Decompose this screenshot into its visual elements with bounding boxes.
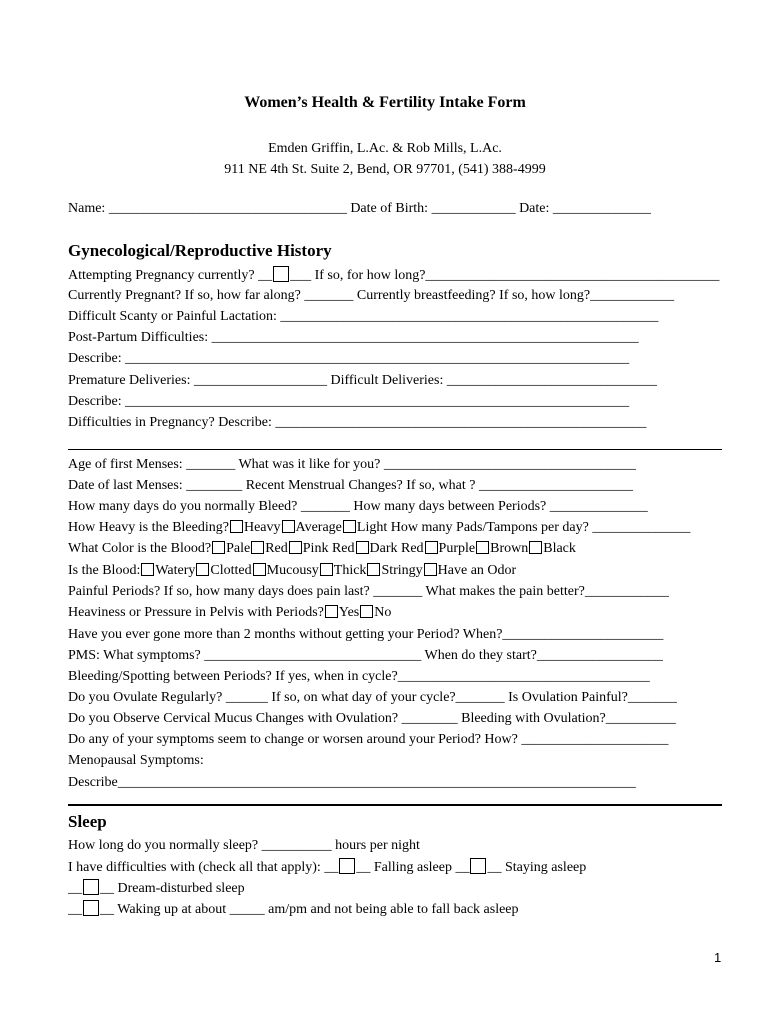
dream-disturbed-checkbox[interactable] [83,879,99,895]
gyn-section-heading: Gynecological/Reproductive History [68,242,332,260]
heavy-checkbox[interactable] [230,520,243,533]
black-option: Black [543,541,576,556]
menopausal-label: Menopausal Symptoms: [68,753,204,768]
waking-up-line[interactable] [68,900,728,919]
symptoms-worsen-line[interactable]: Do any of your symptoms seem to change or worsen around your Period? How? _____________________ [68,732,669,747]
dream-disturbed-line[interactable] [68,879,728,898]
sleep-hours-line[interactable]: How long do you normally sleep? __________ hours per night [68,838,420,853]
odor-option: Have an Odor [437,563,517,578]
attempting-suffix: ___ If so, for how long?__________________________________________ [290,268,720,283]
pregnancy-difficulties-line[interactable]: Difficulties in Pregnancy? Describe: _____________________________________________________ [68,415,647,430]
pale-option: Pale [226,541,251,556]
waking-prefix: __ [68,902,82,917]
purple-option: Purple [438,541,476,556]
ovulation-line[interactable]: Do you Ovulate Regularly? ______ If so, on what day of your cycle?_______ Is Ovulation Painful?_______ [68,690,677,705]
thick-checkbox[interactable] [320,563,333,576]
deliveries-line[interactable]: Premature Deliveries: ___________________ Difficult Deliveries: ______________________________ [68,373,657,388]
describe-line-2[interactable]: Describe: ________________________________________________________________________ [68,394,630,409]
watery-option: Watery [155,563,196,578]
waking-up-checkbox[interactable] [83,900,99,916]
cervical-mucus-line[interactable]: Do you Observe Cervical Mucus Changes with Ovulation? ________ Bleeding with Ovulation?__________ [68,711,676,726]
no-option: No [374,605,392,620]
pale-checkbox[interactable] [212,541,225,554]
practitioners: Emden Griffin, L.Ac. & Rob Mills, L.Ac. [268,141,502,156]
blood-texture-line[interactable] [68,562,728,580]
spotting-line[interactable]: Bleeding/Spotting between Periods? If yes, when in cycle?____________________________________ [68,669,650,684]
answer-rule[interactable] [68,449,722,450]
average-option: Average [295,520,342,535]
age-first-menses-line[interactable]: Age of first Menses: _______ What was it like for you? ____________________________________ [68,457,636,472]
form-title: Women’s Health & Fertility Intake Form [244,94,526,111]
page-number: 1 [714,950,722,965]
blood-color-label: What Color is the Blood? [68,541,212,556]
currently-pregnant-line[interactable]: Currently Pregnant? If so, how far along? _______ Currently breastfeeding? If so, how long?____________ [68,288,675,303]
dream-prefix: __ [68,881,82,896]
clinic-address: 911 NE 4th St. Suite 2, Bend, OR 97701, (541) 388-4999 [224,162,546,177]
two-months-line[interactable]: Have you ever gone more than 2 months without getting your Period? When?_______________________ [68,627,664,642]
name-dob-date-line[interactable]: Name: __________________________________ Date of Birth: ____________ Date: ______________ [68,201,651,216]
no-checkbox[interactable] [360,605,373,618]
thick-option: Thick [333,563,367,578]
heavy-option: Heavy [243,520,281,535]
painful-periods-line[interactable]: Painful Periods? If so, how many days does pain last? _______ What makes the pain better?____________ [68,584,669,599]
stringy-option: Stringy [381,563,423,578]
blood-color-line[interactable] [68,540,728,558]
bleeding-heaviness-line[interactable] [68,519,728,537]
yes-checkbox[interactable] [325,605,338,618]
brown-option: Brown [490,541,529,556]
postpartum-line[interactable]: Post-Partum Difficulties: _____________________________________________________________ [68,330,639,345]
blood-texture-label: Is the Blood: [68,563,141,578]
pelvis-pressure-line[interactable] [68,604,728,622]
waking-up-option: __ Waking up at about _____ am/pm and not being able to fall back asleep [100,902,519,917]
bleed-days-line[interactable]: How many days do you normally Bleed? _______ How many days between Periods? ______________ [68,499,648,514]
dream-disturbed-option: __ Dream-disturbed sleep [100,881,245,896]
black-checkbox[interactable] [529,541,542,554]
heaviness-label: How Heavy is the Bleeding? [68,520,229,535]
attempting-pregnancy-line[interactable] [68,266,728,285]
watery-checkbox[interactable] [141,563,154,576]
menopausal-describe-line[interactable]: Describe__________________________________________________________________________ [68,775,636,790]
mucousy-checkbox[interactable] [253,563,266,576]
pink-red-option: Pink Red [302,541,355,556]
section-divider [68,804,722,806]
pink-red-checkbox[interactable] [289,541,302,554]
yes-option: Yes [338,605,360,620]
dark-red-checkbox[interactable] [356,541,369,554]
attempting-checkbox[interactable] [273,266,289,282]
falling-asleep-checkbox[interactable] [339,858,355,874]
average-checkbox[interactable] [282,520,295,533]
pads-per-day: How many Pads/Tampons per day? ______________ [387,520,691,535]
staying-asleep-checkbox[interactable] [470,858,486,874]
pelvis-label: Heaviness or Pressure in Pelvis with Periods? [68,605,324,620]
purple-checkbox[interactable] [425,541,438,554]
brown-checkbox[interactable] [476,541,489,554]
mucousy-option: Mucousy [266,563,319,578]
red-checkbox[interactable] [251,541,264,554]
red-option: Red [265,541,288,556]
stringy-checkbox[interactable] [367,563,380,576]
date-last-menses-line[interactable]: Date of last Menses: ________ Recent Menstrual Changes? If so, what ? ______________________ [68,478,633,493]
pms-line[interactable]: PMS: What symptoms? _______________________________ When do they start?__________________ [68,648,663,663]
lactation-line[interactable]: Difficult Scanty or Painful Lactation: ______________________________________________________ [68,309,659,324]
falling-asleep-option: __ Falling asleep __ [356,860,470,875]
sleep-difficulties-label: I have difficulties with (check all that apply): __ [68,860,339,875]
describe-line-1[interactable]: Describe: ________________________________________________________________________ [68,351,630,366]
light-option: Light [356,520,388,535]
light-checkbox[interactable] [343,520,356,533]
clotted-checkbox[interactable] [196,563,209,576]
sleep-difficulties-line[interactable] [68,858,728,877]
attempting-prefix: Attempting Pregnancy currently? __ [68,268,273,283]
sleep-section-heading: Sleep [68,813,107,831]
staying-asleep-option: __ Staying asleep [487,860,587,875]
clotted-option: Clotted [210,563,252,578]
odor-checkbox[interactable] [424,563,437,576]
dark-red-option: Dark Red [369,541,424,556]
